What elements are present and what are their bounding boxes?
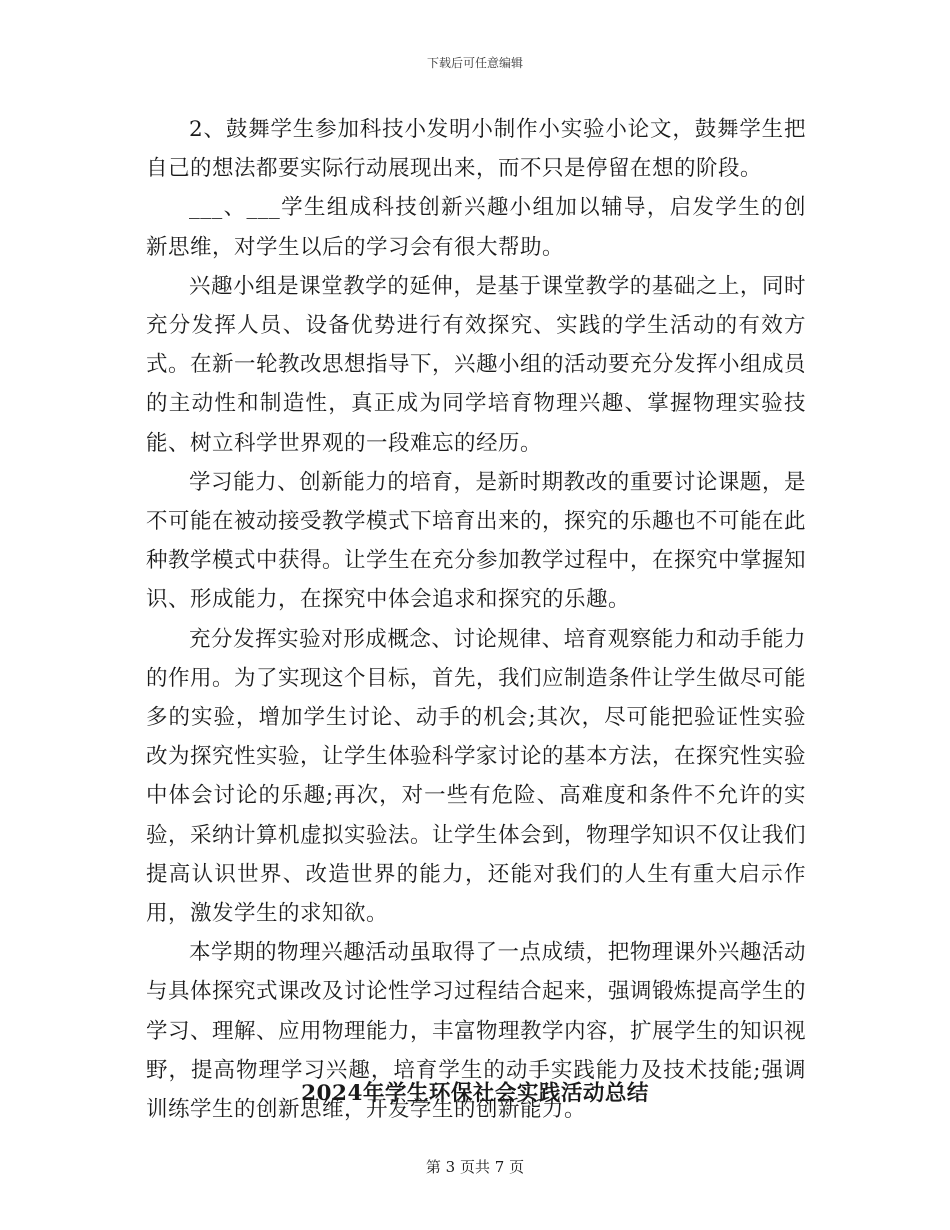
section-title: 2024年学生环保社会实践活动总结 [301, 1081, 649, 1106]
paragraph-6: 本学期的物理兴趣活动虽取得了一点成绩，把物理课外兴趣活动与具体探究式课改及讨论性学习过程结合起来，强调锻炼提高学生的学习、理解、应用物理能力，丰富物理教学内容，扩展学生的知识视野，提高物理学习兴趣，培育学生的动手实践能力及技术技能;强调训练学生的创新思维，开发学生的创新能力。 [146, 940, 807, 1123]
paragraph-5: 充分发挥实验对形成概念、讨论规律、培育观察能力和动手能力的作用。为了实现这个目标，首先，我们应制造条件让学生做尽可能多的实验，增加学生讨论、动手的机会;其次，尽可能把验证性实验改为探究性实验，让学生体验科学家讨论的基本方法，在探究性实验中体会讨论的乐趣;再次，对一些有危险、高难度和条件不允许的实验，采纳计算机虚拟实验法。让学生体会到，物理学知识不仅让我们提高认识世界、改造世界的能力，还能对我们的人生有重大启示作用，激发学生的求知欲。 [146, 626, 807, 927]
document-body [146, 110, 806, 1129]
paragraph-1: 2、鼓舞学生参加科技小发明小制作小实验小论文，鼓舞学生把自己的想法都要实际行动展现出来，而不只是停留在想的阶段。 [146, 117, 806, 182]
header-note: 下载后可任意编辑 [426, 56, 523, 70]
page-number: 第 3 页共 7 页 [425, 1158, 525, 1176]
paragraph-3: 兴趣小组是课堂教学的延伸，是基于课堂教学的基础之上，同时充分发挥人员、设备优势进行有效探究、实践的学生活动的有效方式。在新一轮教改思想指导下，兴趣小组的活动要充分发挥小组成员的主动性和制造性，真正成为同学培育物理兴趣、掌握物理实验技能、树立科学世界观的一段难忘的经历。 [146, 273, 807, 456]
paragraph-2: ___、___学生组成科技创新兴趣小组加以辅导，启发学生的创新思维，对学生以后的学习会有很大帮助。 [146, 195, 806, 260]
paragraph-4: 学习能力、创新能力的培育，是新时期教改的重要讨论课题，是不可能在被动接受教学模式下培育出来的，探究的乐趣也不可能在此种教学模式中获得。让学生在充分参加教学过程中，在探究中掌握知识、形成能力，在探究中体会追求和探究的乐趣。 [146, 469, 807, 613]
